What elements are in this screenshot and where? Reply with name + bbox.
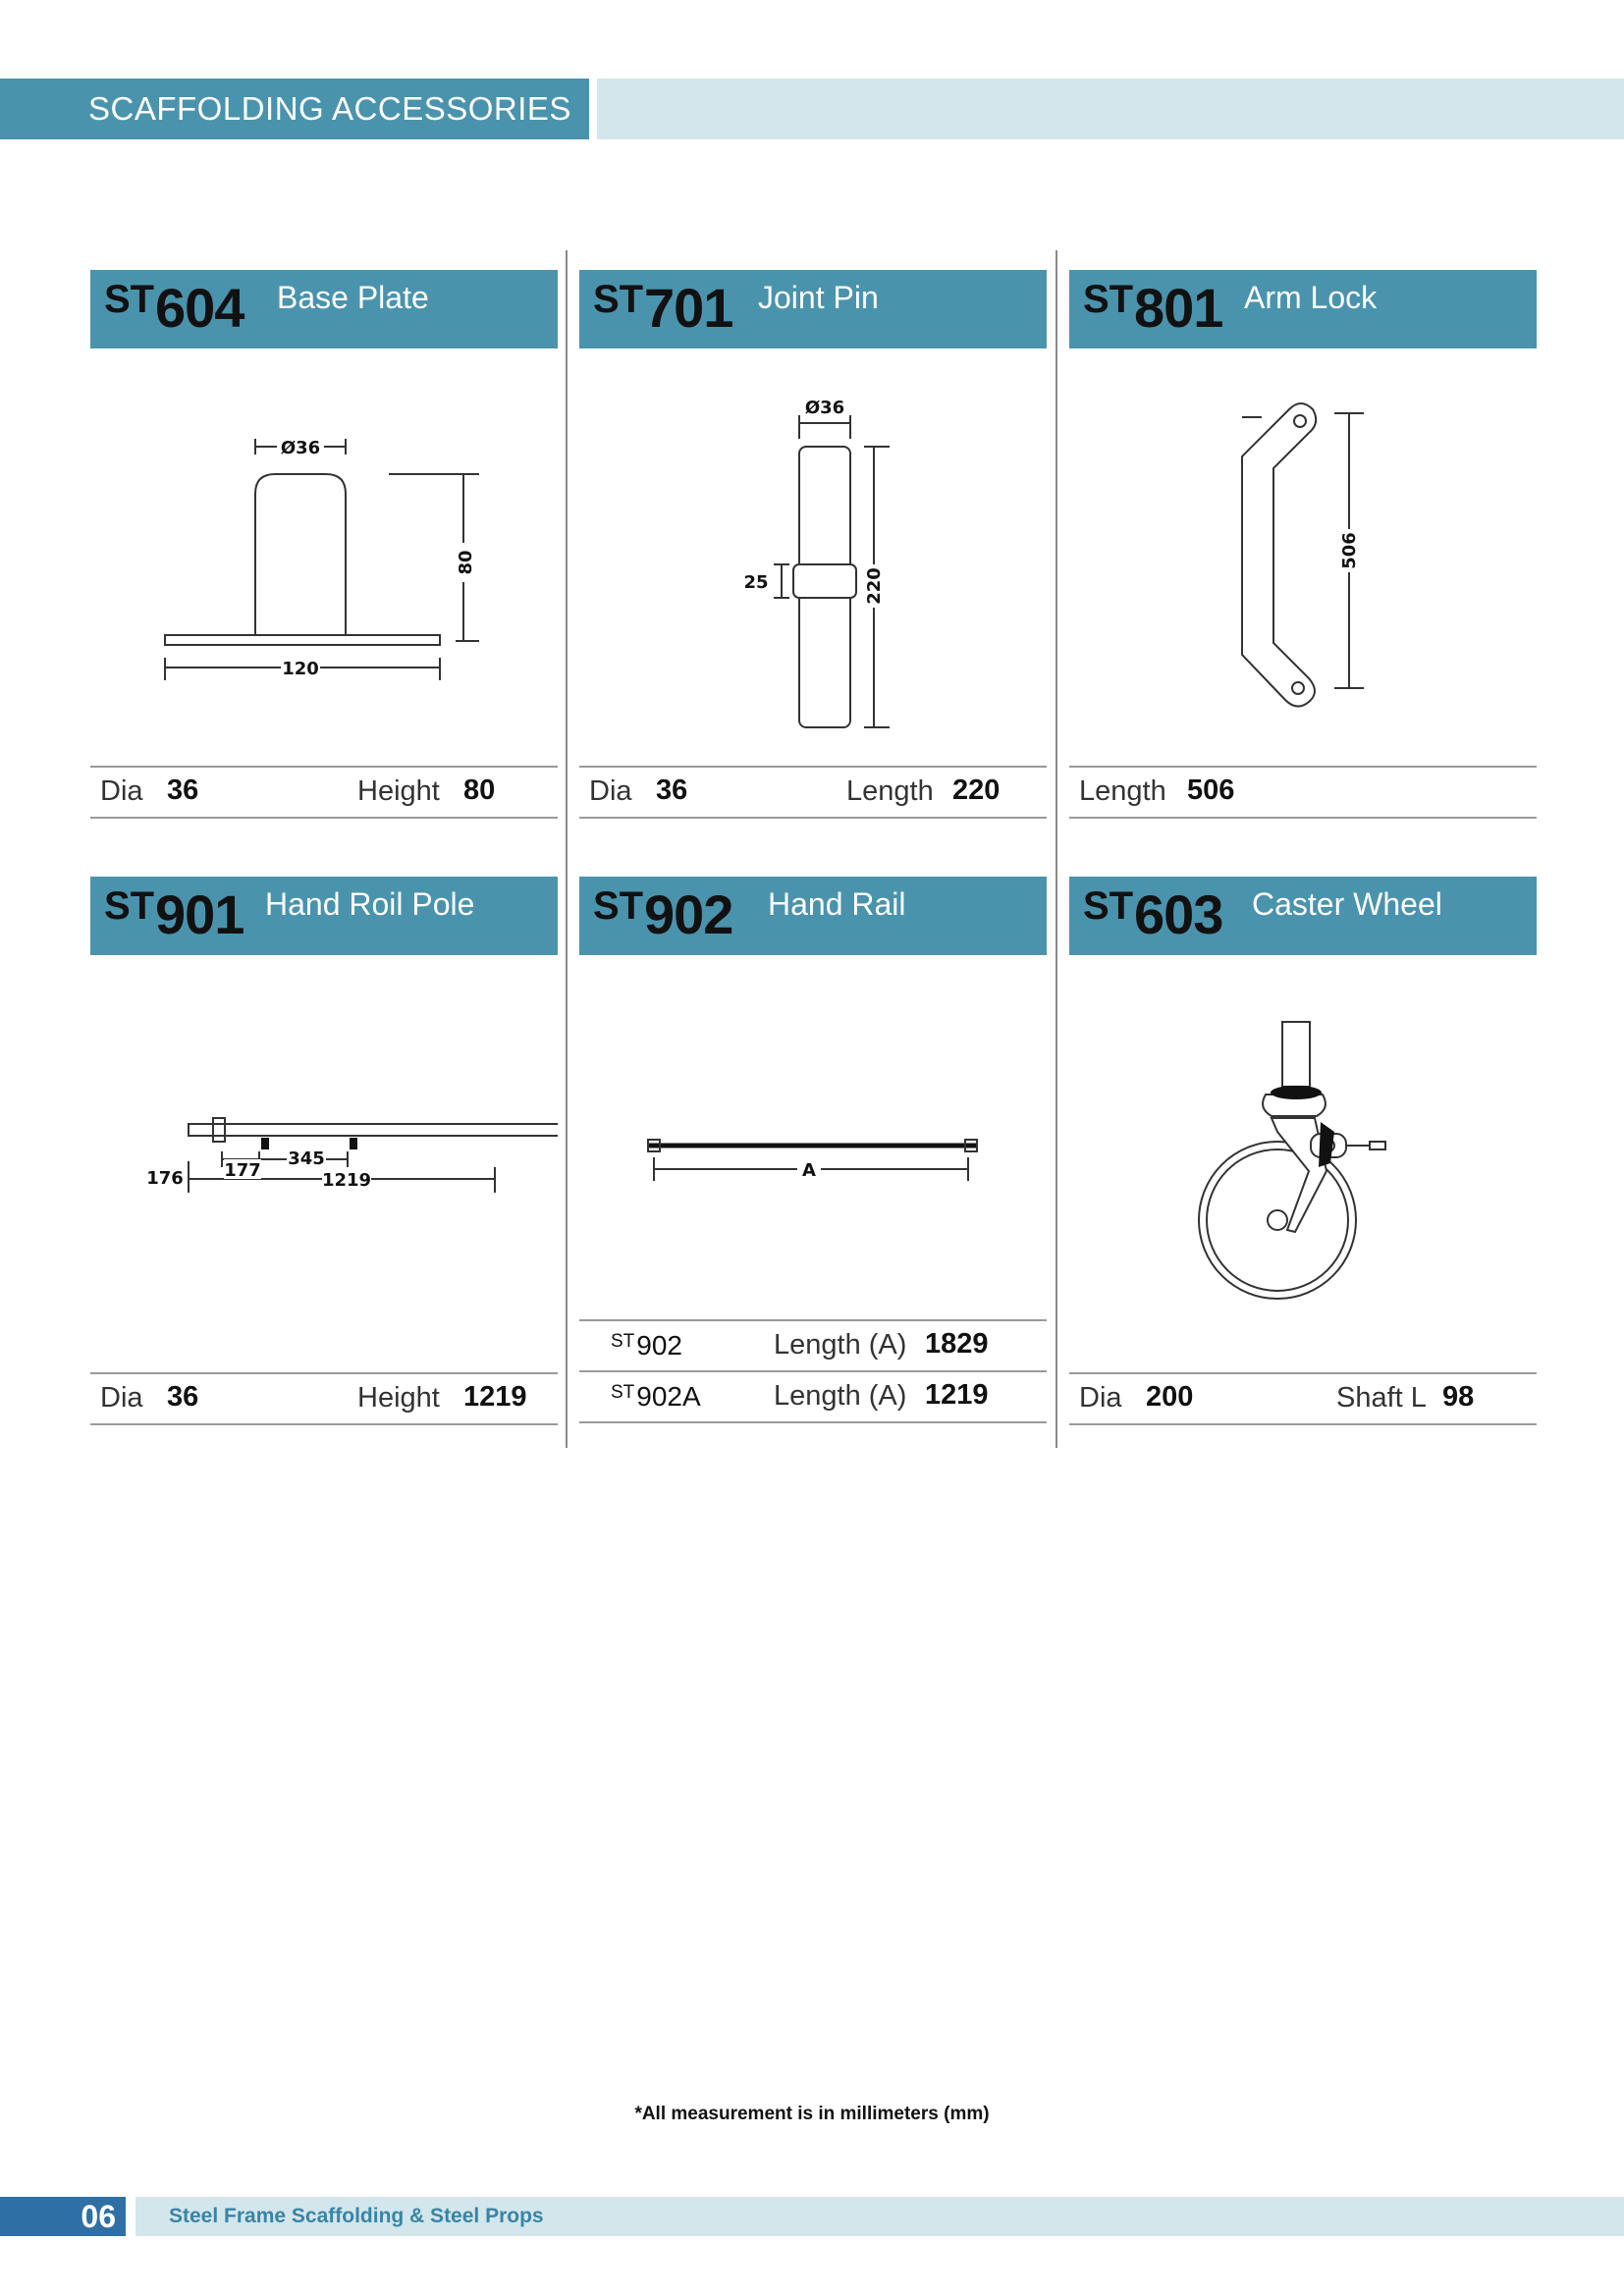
spec-value-dia: 36 bbox=[656, 774, 688, 806]
product-prefix: ST bbox=[1083, 278, 1134, 321]
caster-wheel-drawing bbox=[1069, 975, 1537, 1348]
product-prefix: ST bbox=[593, 278, 644, 321]
joint-pin-diagram bbox=[579, 368, 1047, 741]
spec-value-height: 80 bbox=[463, 774, 496, 806]
spec-value-length: 506 bbox=[1187, 774, 1235, 806]
product-code: 902 bbox=[644, 883, 733, 945]
spec-value-height: 1219 bbox=[463, 1381, 527, 1413]
dim-height: 80 bbox=[456, 550, 476, 575]
spec-value-dia: 200 bbox=[1146, 1381, 1194, 1413]
joint-pin-drawing bbox=[579, 368, 1047, 741]
spec-label-length: Length bbox=[1079, 775, 1166, 807]
spec-label-length: Length (A) bbox=[774, 1329, 907, 1361]
spec-label-dia: Dia bbox=[589, 775, 632, 807]
column-divider bbox=[566, 250, 568, 1448]
page-number-tab bbox=[0, 2197, 126, 2236]
spec-value-dia: 36 bbox=[167, 1381, 199, 1413]
product-prefix: ST bbox=[593, 884, 644, 928]
spec-value-length: 220 bbox=[952, 774, 1001, 806]
spec-row bbox=[1069, 766, 1537, 819]
product-title-bar bbox=[579, 877, 1047, 955]
product-name: Hand Roil Pole bbox=[265, 886, 475, 922]
product-code: 603 bbox=[1134, 883, 1223, 945]
dim-length: 506 bbox=[1339, 532, 1360, 569]
product-name: Joint Pin bbox=[758, 280, 879, 315]
product-title-bar bbox=[90, 270, 558, 348]
product-prefix: ST bbox=[104, 278, 155, 321]
dim-a: A bbox=[802, 1160, 816, 1181]
product-title-bar bbox=[579, 270, 1047, 348]
product-name: Base Plate bbox=[277, 280, 429, 315]
spec-label-length: Length (A) bbox=[774, 1380, 907, 1412]
footer-bar bbox=[135, 2197, 1624, 2236]
variant-code: $^{ST}$902 bbox=[611, 1330, 682, 1361]
product-card-st902 bbox=[579, 877, 1047, 1456]
spec-row bbox=[579, 1319, 1047, 1372]
arm-lock-drawing bbox=[1069, 368, 1537, 741]
section-title: SCAFFOLDING ACCESSORIES bbox=[88, 90, 571, 127]
spec-value-length: 1829 bbox=[925, 1328, 989, 1360]
product-code: 901 bbox=[155, 883, 244, 945]
spec-row bbox=[90, 766, 558, 819]
product-title-bar bbox=[90, 877, 558, 955]
hand-pole-drawing bbox=[90, 975, 558, 1348]
hand-pole-diagram bbox=[90, 975, 558, 1348]
dim-177: 177 bbox=[224, 1160, 261, 1181]
product-name: Arm Lock bbox=[1244, 280, 1378, 315]
product-card-st603 bbox=[1069, 877, 1537, 1456]
column-divider bbox=[1056, 250, 1057, 1448]
dim-collar: 25 bbox=[743, 572, 769, 593]
dim-dia: Ø36 bbox=[804, 398, 845, 418]
spec-value-dia: 36 bbox=[167, 774, 199, 806]
spec-label-height: Height bbox=[357, 775, 440, 807]
spec-label-length: Length bbox=[846, 775, 934, 807]
section-header-band bbox=[597, 79, 1624, 139]
dim-dia: Ø36 bbox=[280, 438, 321, 458]
spec-value-length: 1219 bbox=[925, 1379, 989, 1411]
variant-code: $^{ST}$902A bbox=[611, 1381, 701, 1412]
caster-wheel-diagram bbox=[1069, 975, 1537, 1348]
product-prefix: ST bbox=[104, 884, 155, 928]
dim-width: 120 bbox=[282, 659, 319, 679]
dim-length: 220 bbox=[864, 567, 885, 605]
product-code: 604 bbox=[155, 277, 244, 339]
product-card-st801 bbox=[1069, 270, 1537, 849]
product-card-st604 bbox=[90, 270, 558, 849]
spec-label-dia: Dia bbox=[100, 775, 143, 807]
product-card-st701 bbox=[579, 270, 1047, 849]
spec-value-shaft: 98 bbox=[1442, 1381, 1475, 1413]
base-plate-drawing bbox=[90, 368, 558, 741]
product-prefix: ST bbox=[1083, 884, 1134, 928]
hand-rail-drawing bbox=[579, 975, 1047, 1348]
product-title-bar bbox=[1069, 877, 1537, 955]
product-title-bar bbox=[1069, 270, 1537, 348]
product-name: Hand Rail bbox=[768, 886, 906, 922]
base-plate-diagram bbox=[90, 368, 558, 741]
spec-label-height: Height bbox=[357, 1382, 440, 1414]
spec-row bbox=[579, 766, 1047, 819]
spec-label-dia: Dia bbox=[100, 1382, 143, 1414]
spec-row bbox=[1069, 1372, 1537, 1425]
product-code: 801 bbox=[1134, 277, 1223, 339]
hand-rail-diagram bbox=[579, 975, 1047, 1348]
page-number: 06 bbox=[81, 2199, 116, 2234]
product-code: 701 bbox=[644, 277, 733, 339]
dim-176: 176 bbox=[146, 1168, 184, 1189]
product-name: Caster Wheel bbox=[1252, 886, 1442, 922]
spec-label-dia: Dia bbox=[1079, 1382, 1122, 1414]
footer-title: Steel Frame Scaffolding & Steel Props bbox=[169, 2205, 544, 2227]
dim-345: 345 bbox=[288, 1148, 325, 1169]
dim-1219: 1219 bbox=[321, 1170, 372, 1191]
spec-row bbox=[90, 1372, 558, 1425]
arm-lock-diagram bbox=[1069, 368, 1537, 741]
product-card-st901 bbox=[90, 877, 558, 1456]
section-header bbox=[0, 79, 589, 139]
spec-row bbox=[579, 1372, 1047, 1423]
spec-label-shaft: Shaft L bbox=[1336, 1382, 1427, 1414]
footnote: *All measurement is in millimeters (mm) bbox=[634, 2104, 990, 2124]
